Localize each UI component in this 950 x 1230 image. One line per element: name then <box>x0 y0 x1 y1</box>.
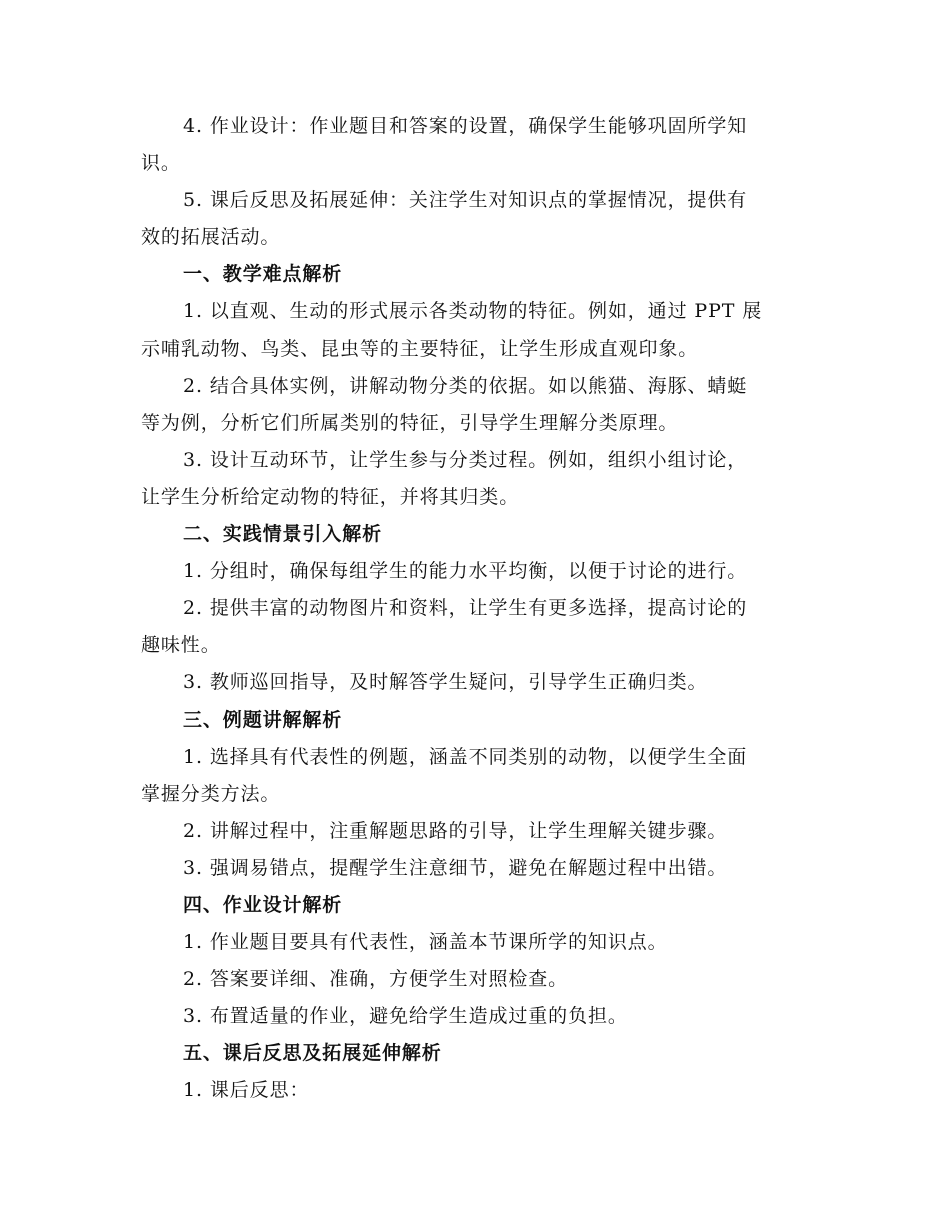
list-item-example-1-cont: 掌握分类方法。 <box>141 782 281 805</box>
list-item-practice-2: 2. 提供丰富的动物图片和资料，让学生有更多选择，提高讨论的 <box>183 597 748 620</box>
list-item-practice-3: 3. 教师巡回指导，及时解答学生疑问，引导学生正确归类。 <box>183 671 708 694</box>
section-heading-practice-scenario: 二、实践情景引入解析 <box>183 523 383 546</box>
list-item-example-3: 3. 强调易错点，提醒学生注意细节，避免在解题过程中出错。 <box>183 856 728 879</box>
section-heading-example-explanation: 三、例题讲解解析 <box>183 708 343 731</box>
section-heading-reflection-extension: 五、课后反思及拓展延伸解析 <box>183 1042 442 1065</box>
list-item-difficulty-2-cont: 等为例，分析它们所属类别的特征，引导学生理解分类原理。 <box>141 411 679 434</box>
list-item-difficulty-2: 2. 结合具体实例，讲解动物分类的依据。如以熊猫、海豚、蜻蜓 <box>183 374 748 397</box>
list-item-homework-3: 3. 布置适量的作业，避免给学生造成过重的负担。 <box>183 1005 628 1028</box>
list-item-reflection-1: 1. 课后反思： <box>183 1079 310 1102</box>
list-item-difficulty-1: 1. 以直观、生动的形式展示各类动物的特征。例如，通过 PPT 展 <box>183 300 763 323</box>
list-item-example-1: 1. 选择具有代表性的例题，涵盖不同类别的动物，以便学生全面 <box>183 745 748 768</box>
list-item-homework-2: 2. 答案要详细、准确，方便学生对照检查。 <box>183 968 569 991</box>
paragraph-reflection-extension: 5. 课后反思及拓展延伸：关注学生对知识点的掌握情况，提供有 <box>183 189 748 212</box>
list-item-difficulty-3: 3. 设计互动环节，让学生参与分类过程。例如，组织小组讨论， <box>183 448 748 471</box>
list-item-practice-1: 1. 分组时，确保每组学生的能力水平均衡，以便于讨论的进行。 <box>183 560 748 583</box>
list-item-homework-1: 1. 作业题目要具有代表性，涵盖本节课所学的知识点。 <box>183 931 668 954</box>
paragraph-homework-design-cont: 识。 <box>141 152 181 175</box>
list-item-example-2: 2. 讲解过程中，注重解题思路的引导，让学生理解关键步骤。 <box>183 819 728 842</box>
paragraph-homework-design: 4. 作业设计：作业题目和答案的设置，确保学生能够巩固所学知 <box>183 115 748 137</box>
list-item-difficulty-3-cont: 让学生分析给定动物的特征，并将其归类。 <box>141 485 520 508</box>
list-item-difficulty-1-cont: 示哺乳动物、鸟类、昆虫等的主要特征，让学生形成直观印象。 <box>141 337 699 360</box>
section-heading-teaching-difficulties: 一、教学难点解析 <box>183 263 343 286</box>
section-heading-homework-design: 四、作业设计解析 <box>183 893 343 916</box>
paragraph-reflection-extension-cont: 效的拓展活动。 <box>141 226 281 249</box>
list-item-practice-2-cont: 趣味性。 <box>141 634 221 657</box>
